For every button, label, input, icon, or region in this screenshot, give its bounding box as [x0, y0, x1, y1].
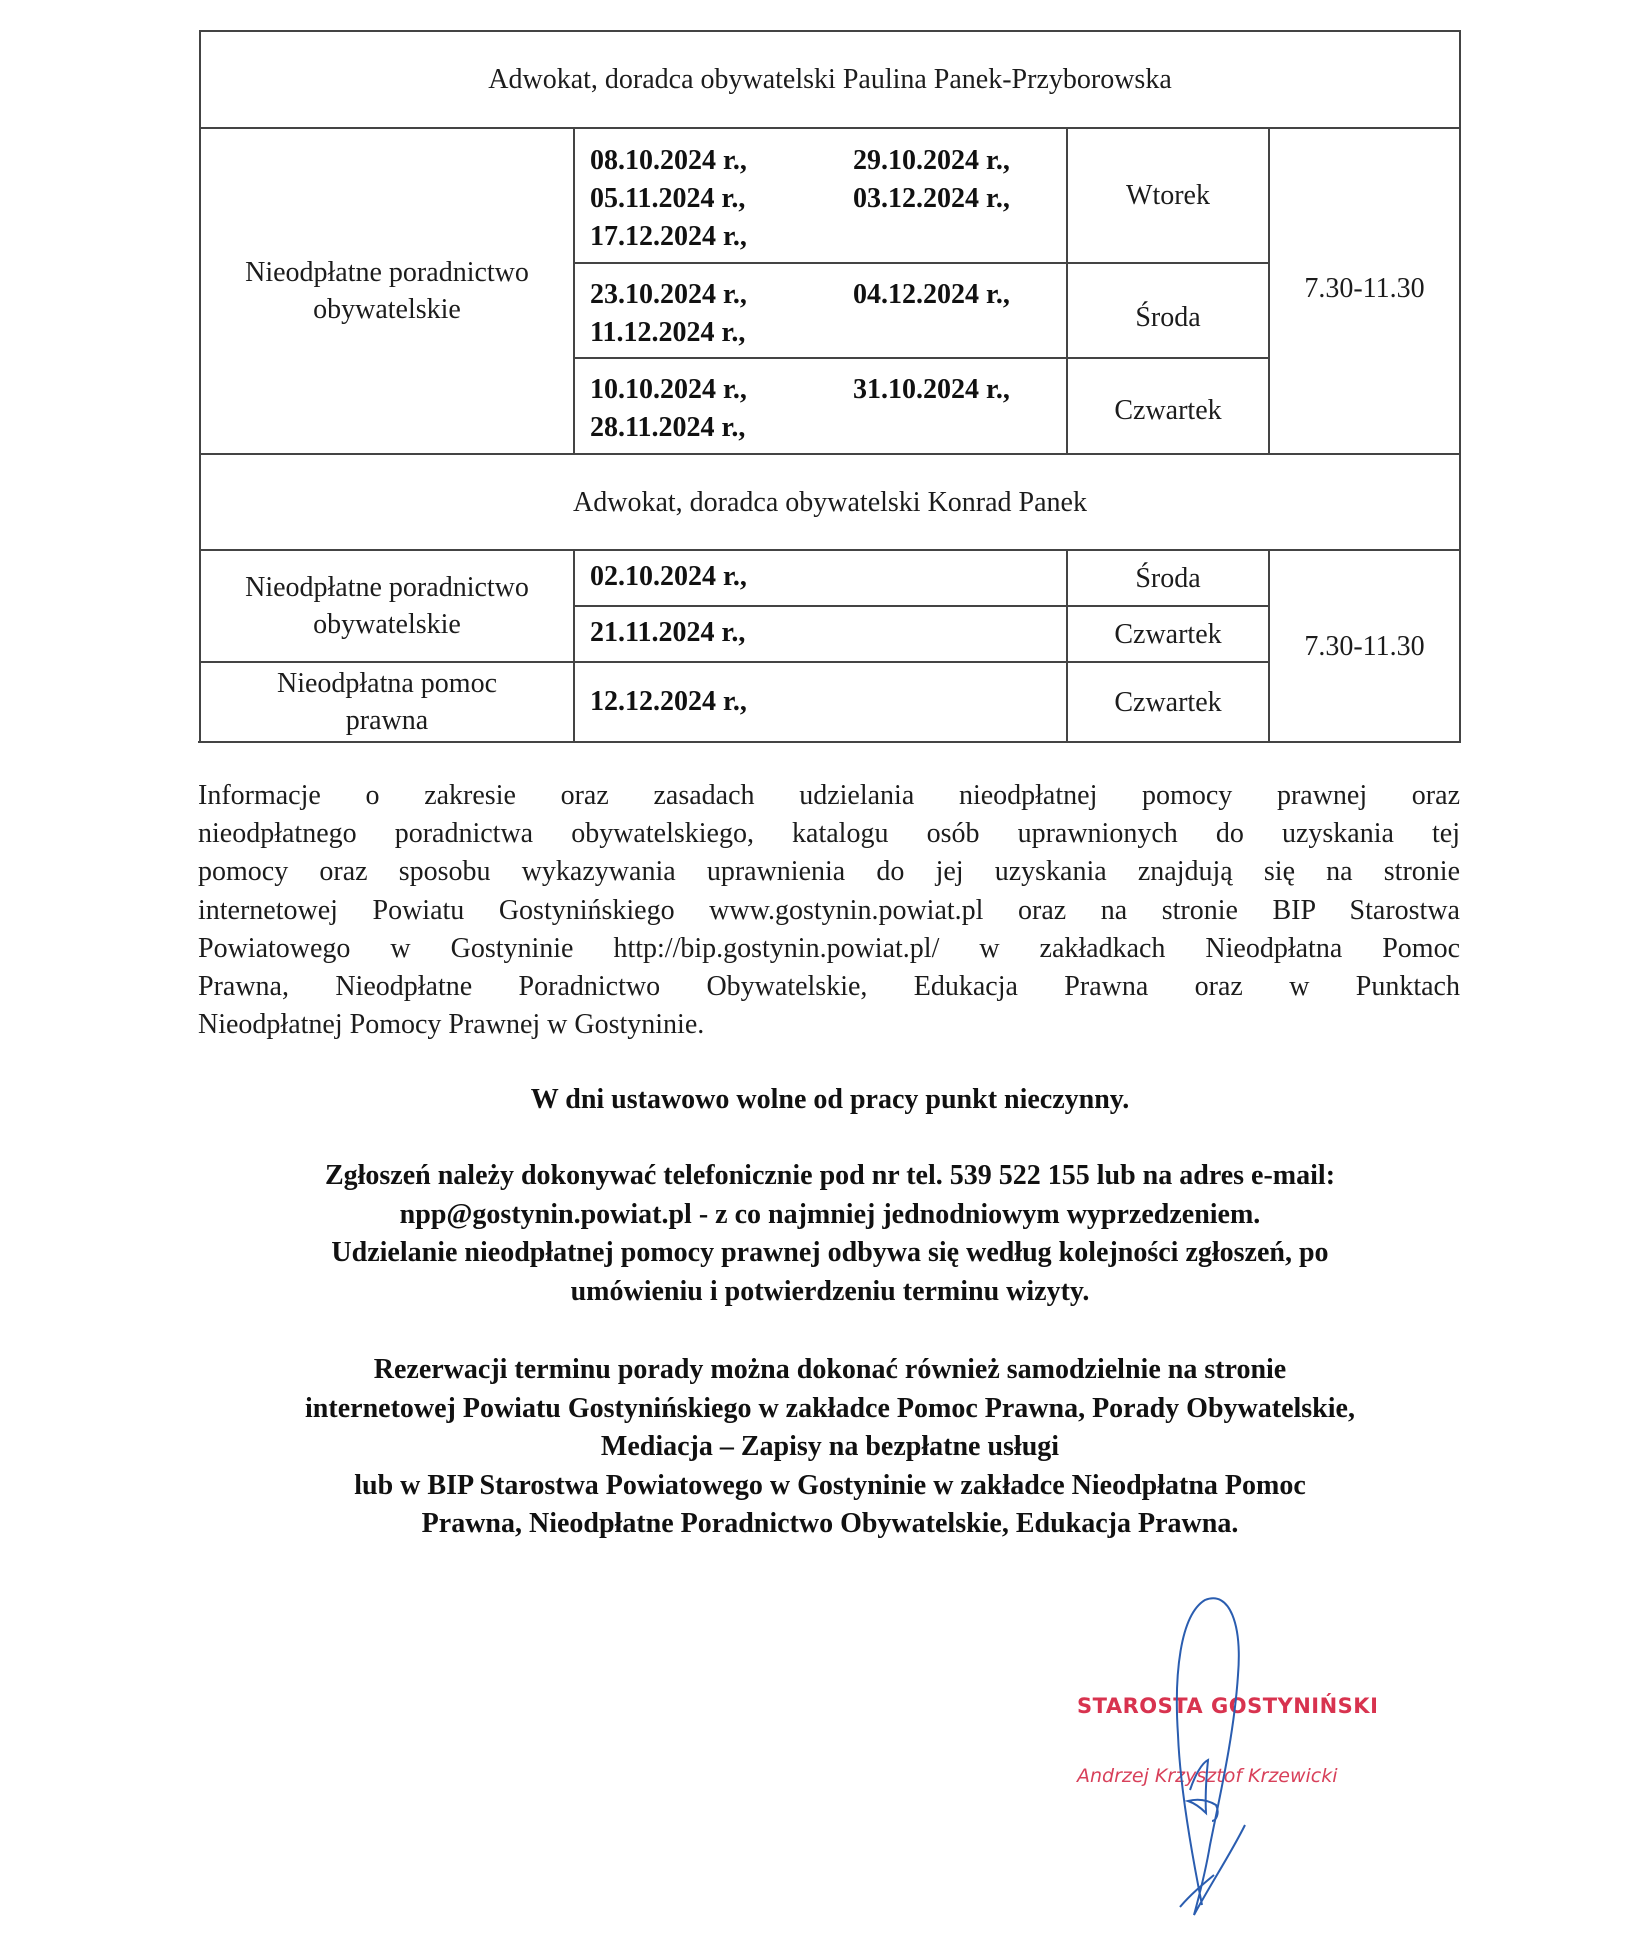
opening-hours: 7.30-11.30 — [1304, 272, 1425, 304]
weekday: Środa — [1135, 562, 1201, 594]
notice-line: Mediacja – Zapisy na bezpłatne usługi — [600, 1431, 1060, 1462]
date: 02.10.2024 r., — [590, 561, 747, 592]
weekday: Czwartek — [1114, 686, 1222, 718]
booking-notice — [150, 1351, 1510, 1544]
notice-line: Zgłoszeń należy dokonywać telefonicznie pod nr tel. 539 522 155 lub na adres e-mail: — [324, 1160, 1336, 1191]
date: 11.12.2024 r., — [590, 317, 746, 348]
date-list — [590, 276, 747, 352]
date: 21.11.2024 r., — [590, 617, 746, 648]
handwritten-signature-icon — [1150, 1585, 1270, 1925]
service-label: Nieodpłatne poradnictwo obywatelskie — [245, 572, 529, 640]
notice-line: internetowej Powiatu Gostynińskiego w zakładce Pomoc Prawna, Porady Obywatelskie, — [305, 1392, 1355, 1424]
table-border-right — [1459, 30, 1461, 743]
date: 23.10.2024 r., — [590, 279, 747, 310]
date: 05.11.2024 r., — [590, 183, 746, 214]
date: 29.10.2024 r., — [853, 145, 1010, 176]
date: 03.12.2024 r., — [853, 183, 1010, 214]
info-paragraph — [198, 777, 1460, 1044]
paragraph-line: internetowej Powiatu Gostynińskiego www.gostynin.powiat.pl oraz na stronie BIP Starostwa — [198, 894, 1460, 926]
date: 10.10.2024 r., — [590, 374, 747, 405]
stamp-title: STAROSTA GOSTYNIŃSKI — [1077, 1694, 1379, 1718]
date: 04.12.2024 r., — [853, 279, 1010, 310]
notice-line: Udzielanie nieodpłatnej pomocy prawnej odbywa się według kolejności zgłoszeń, po — [331, 1237, 1329, 1268]
table-divider — [573, 549, 575, 743]
date: 28.11.2024 r., — [590, 412, 746, 443]
table-divider — [573, 127, 575, 455]
date-list — [853, 371, 1010, 409]
date-list — [853, 142, 1010, 218]
paragraph-line: Powiatowego w Gostyninie http://bip.gostynin.powiat.pl/ w zakładkach Nieodpłatna Pomoc — [198, 932, 1460, 964]
paragraph-line: Informacje o zakresie oraz zasadach udzielania nieodpłatnej pomocy prawnej oraz — [198, 780, 1460, 811]
opening-hours: 7.30-11.30 — [1304, 630, 1425, 662]
paragraph-line: pomocy oraz sposobu wykazywania uprawnienia do jej uzyskania znajdują się na stronie — [198, 856, 1460, 888]
weekday: Czwartek — [1114, 394, 1222, 426]
weekday: Środa — [1135, 302, 1201, 333]
weekday: Czwartek — [1114, 618, 1222, 650]
service-label: Nieodpłatna pomoc prawna — [276, 668, 498, 736]
weekday: Wtorek — [1126, 180, 1210, 211]
notice-line: Rezerwacji terminu porady można dokonać również samodzielnie na stronie — [373, 1354, 1287, 1385]
notice-line: Prawna, Nieodpłatne Poradnictwo Obywatelskie, Edukacja Prawna. — [421, 1508, 1239, 1539]
date: 08.10.2024 r., — [590, 145, 747, 176]
paragraph-line: Nieodpłatnej Pomocy Prawnej w Gostyninie. — [198, 1009, 705, 1041]
date: 12.12.2024 r., — [590, 686, 747, 717]
notice-line: npp@gostynin.powiat.pl - z co najmniej jednodniowym wyprzedzeniem. — [399, 1198, 1261, 1230]
notice-line: W dni ustawowo wolne od pracy punkt nieczynny. — [530, 1084, 1130, 1115]
paragraph-line: Prawna, Nieodpłatne Poradnictwo Obywatelskie, Edukacja Prawna oraz w Punktach — [198, 971, 1460, 1003]
stamp-name: Andrzej Krzysztof Krzewicki — [1077, 1765, 1338, 1787]
date-list — [590, 142, 747, 256]
notice-line: lub w BIP Starostwa Powiatowego w Gostyninie w zakładce Nieodpłatna Pomoc — [354, 1469, 1306, 1501]
date-list — [590, 371, 747, 447]
notice-line: umówieniu i potwierdzeniu terminu wizyty. — [570, 1275, 1090, 1307]
paragraph-line: nieodpłatnego poradnictwa obywatelskiego, katalogu osób uprawnionych do uzyskania tej — [198, 818, 1460, 850]
section-header-panek-przyborowska: Adwokat, doradca obywatelski Paulina Panek-Przyborowska — [488, 64, 1172, 95]
holiday-notice — [150, 1081, 1510, 1120]
section-header-konrad-panek: Adwokat, doradca obywatelski Konrad Panek — [573, 486, 1087, 518]
date-list — [853, 276, 1010, 314]
date: 17.12.2024 r., — [590, 221, 747, 252]
table-border-bottom — [198, 741, 1461, 743]
date: 31.10.2024 r., — [853, 374, 1010, 405]
contact-notice — [150, 1157, 1510, 1311]
service-label: Nieodpłatne poradnictwo obywatelskie — [245, 257, 529, 325]
